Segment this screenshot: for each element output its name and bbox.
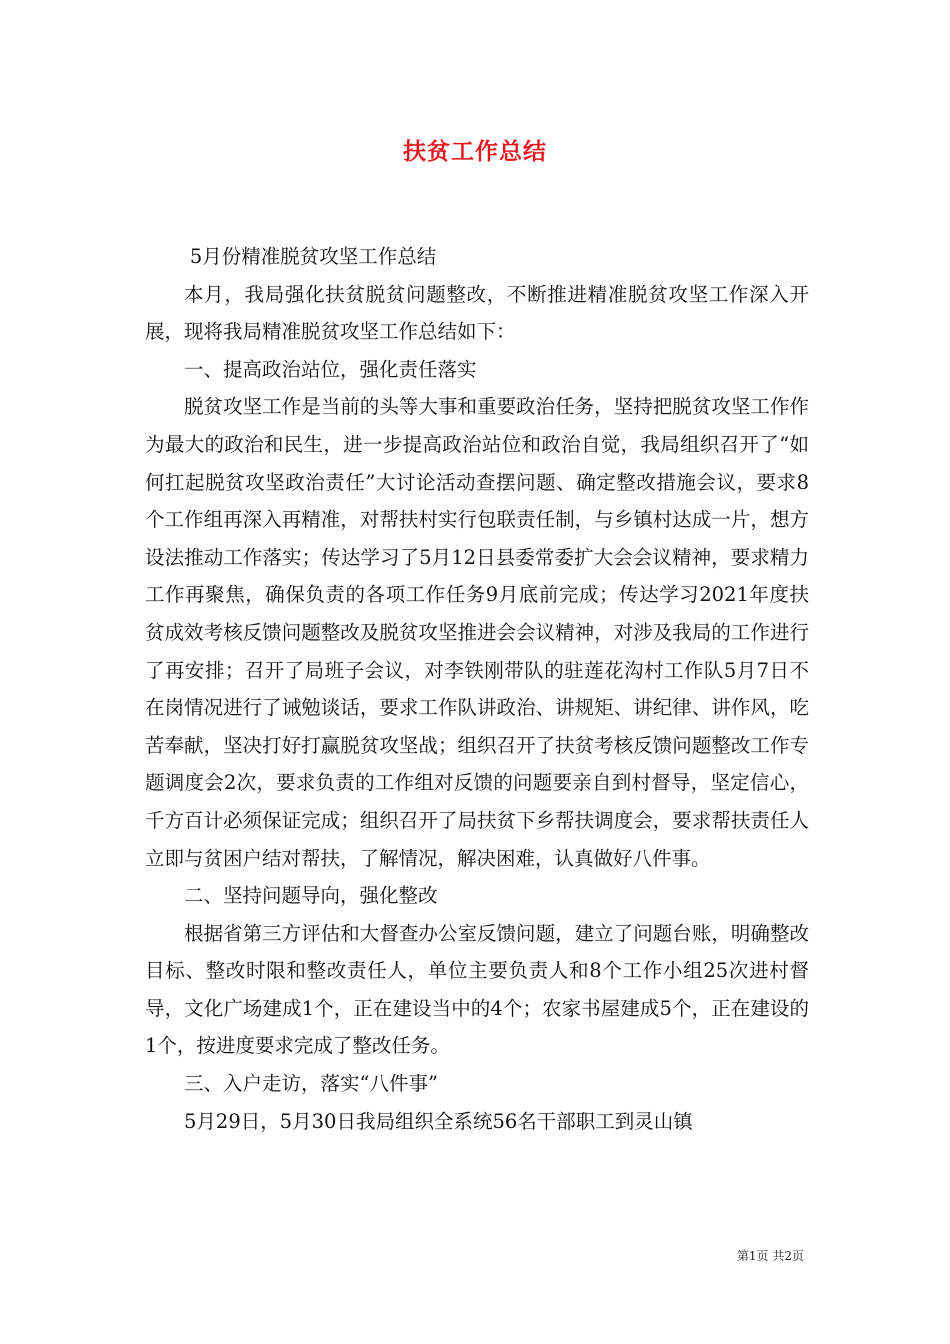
section-heading-1: 一、提高政治站位，强化责任落实 <box>184 357 477 381</box>
document-title: 扶贫工作总结 <box>403 139 547 165</box>
section-heading-2: 二、坚持问题导向，强化整改 <box>184 884 438 908</box>
section-body-3: 5月29日，5月30日我局组织全系统56名干部职工到灵山镇 <box>184 1109 693 1133</box>
section-heading-3: 三、入户走访，落实“八件事” <box>184 1072 438 1096</box>
intro-paragraph: 本月，我局强化扶贫脱贫问题整改，不断推进精准脱贫攻坚工作深入开展，现将我局精准脱贫攻坚工作总结如下： <box>145 282 809 344</box>
section-body-2: 根据省第三方评估和大督查办公室反馈问题，建立了问题台账，明确整改目标、整改时限和整改责任人，单位主要负责人和8个工作小组25次进村督导，文化广场建成1个，正在建设当中的4个；农家书屋建成5个，正在建设的1个，按进度要求完成了整改任务。 <box>145 921 809 1058</box>
subtitle-paragraph: 5月份精准脱贫攻坚工作总结 <box>189 245 437 268</box>
page-indicator: 第1页 共2页 <box>736 1249 804 1263</box>
section-body-1: 脱贫攻坚工作是当前的头等大事和重要政治任务，坚持把脱贫攻坚工作作为最大的政治和民生，进一步提高政治站位和政治自觉，我局组织召开了“如何扛起脱贫攻坚政治责任”大讨论活动查摆问题、确定整改措施会议，要求8个工作组再深入再精准，对帮扶村实行包联责任制，与乡镇村达成一片，想方设法推动工作落实；传达学习了5月12日县委常委扩大会会议精神，要求精力工作再聚焦，确保负责的各项工作任务9月底前完成；传达学习2021年度扶贫成效考核反馈问题整改及脱贫攻坚推进会会议精神，对涉及我局的工作进行了再安排；召开了局班子会议，对李铁刚带队的驻莲花沟村工作队5月7日不在岗情况进行了诫勉谈话，要求工作队讲政治、讲规矩、讲纪律、讲作风，吃苦奉献，坚决打好打赢脱贫攻坚战；组织召开了扶贫考核反馈问题整改工作专题调度会2次，要求负责的工作组对反馈的问题要亲自到村督导，坚定信心，千方百计必须保证完成；组织召开了局扶贫下乡帮扶调度会，要求帮扶责任人立即与贫困户结对帮扶，了解情况，解决困难，认真做好八件事。 <box>145 395 809 870</box>
document-body <box>145 238 809 1140</box>
